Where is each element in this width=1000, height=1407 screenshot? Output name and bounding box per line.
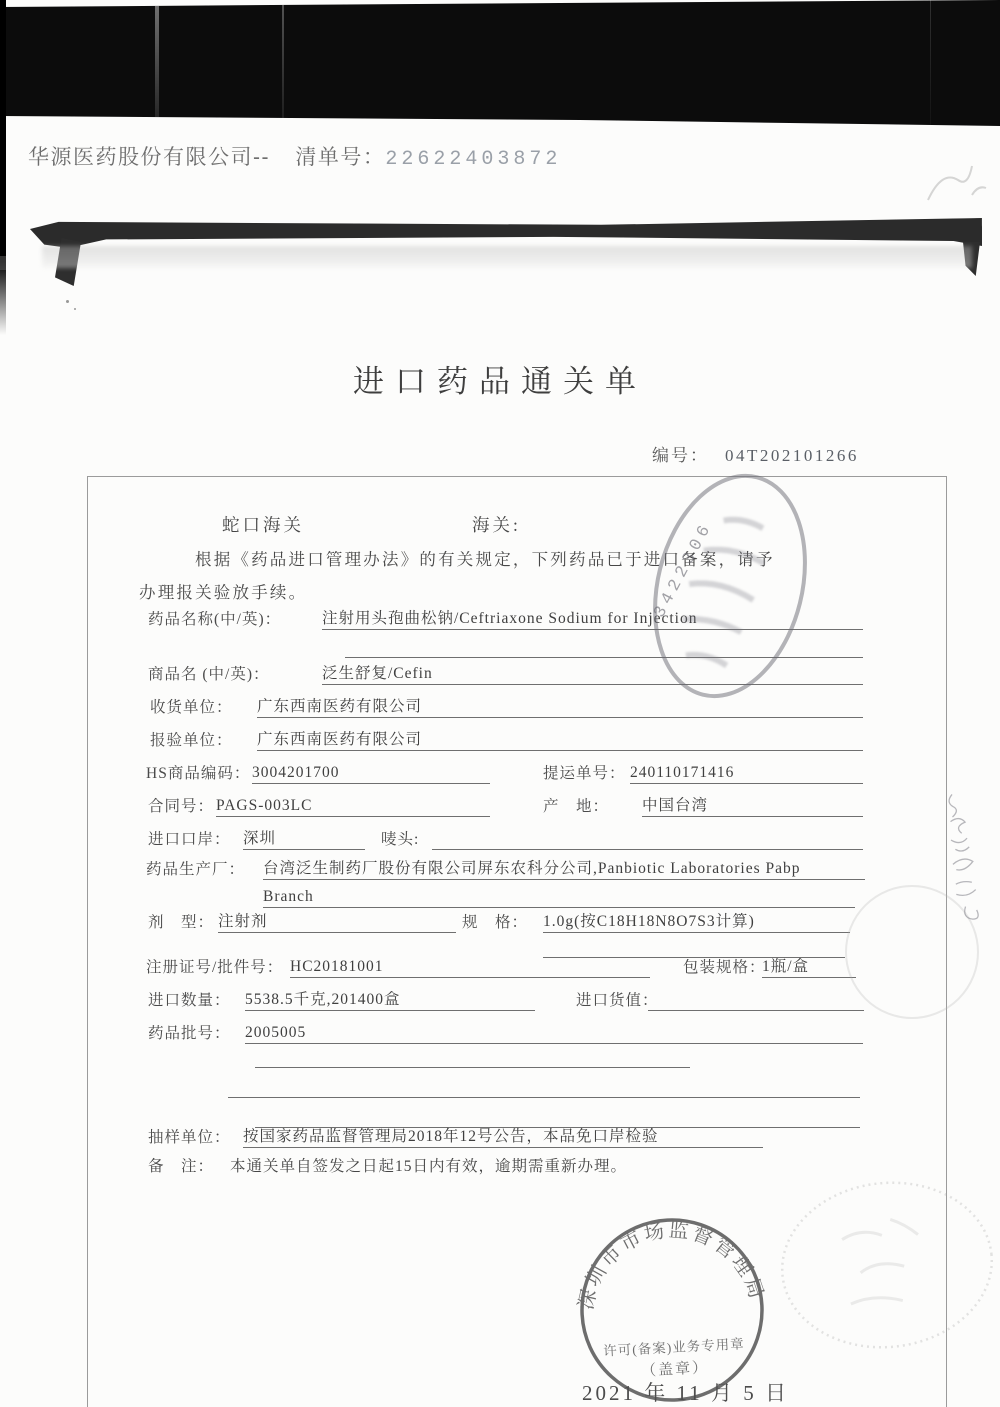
row-trade-name <box>0 663 1000 687</box>
doc-no-value: 04T202101266 <box>725 446 859 465</box>
field-label: 包装规格： <box>683 959 766 976</box>
field-value <box>432 828 863 850</box>
scan-speck <box>0 256 6 270</box>
field-value: 按国家药品监督管理局2018年12号公告，本品免口岸检验 <box>243 1126 763 1148</box>
field-value: 1瓶/盒 <box>762 956 856 978</box>
list-no-value: 22622403872 <box>385 148 562 171</box>
field-value: 1.0g(按C18H18N8O7S3计算) <box>543 911 850 933</box>
field-label: 进口货值： <box>576 992 659 1009</box>
intro-line-2: 办理报关验放手续。 <box>139 583 308 602</box>
field-label: 注册证号/批件号： <box>146 959 284 976</box>
field-label: 药品批号： <box>148 1025 231 1042</box>
stamp-ring-text: 深圳市市场监督管理局 <box>575 1219 768 1312</box>
field-value: 深圳 <box>243 828 365 850</box>
field-value: 本通关单自签发之日起15日内有效，逾期需重新办理。 <box>230 1158 628 1175</box>
row-hs-and-bill <box>0 762 1000 786</box>
scan-streak <box>155 0 159 126</box>
field-label: HS商品编码： <box>146 765 251 782</box>
scan-streak <box>282 0 284 126</box>
empty-rule-line <box>228 1076 860 1098</box>
field-value: 台湾泛生制药厂股份有限公司屏东农科分公司,Panbiotic Laboratories Pabp <box>263 858 865 880</box>
stamp-serial-number: 3422306 <box>650 518 718 622</box>
field-value: HC20181001 <box>290 956 650 978</box>
scan-speck <box>66 300 69 303</box>
paper-edge-shadow <box>30 218 982 248</box>
page-title: 进口药品通关单 <box>353 364 647 399</box>
field-value: PAGS-003LC <box>216 795 490 817</box>
customs-suffix: 海关: <box>472 515 521 535</box>
svg-text:深圳市市场监督管理局 <box>570 1213 768 1312</box>
empty-rule-line <box>255 1106 860 1128</box>
row-port-and-mark <box>0 828 1000 852</box>
field-value: 注射剂 <box>218 911 456 933</box>
field-value: 广东西南医药有限公司 <box>257 729 863 751</box>
customs-name: 蛇口海关 <box>222 515 304 535</box>
list-no-label: 清单号： <box>295 146 386 169</box>
issue-date: 2021 年 11 月 5 日 <box>582 1381 789 1405</box>
scan-streak <box>930 0 931 126</box>
field-value: 2005005 <box>245 1022 863 1044</box>
intro-line-1: 根据《药品进口管理办法》的有关规定，下列药品已于进口备案，请予 <box>195 550 775 569</box>
row-drug-name-cont <box>0 636 1000 660</box>
field-value: 中国台湾 <box>642 795 863 817</box>
field-label: 抽样单位： <box>148 1129 231 1146</box>
row-contract-and-origin <box>0 795 1000 819</box>
field-label: 合同号： <box>148 798 215 815</box>
row-batch-no <box>0 1022 1000 1046</box>
field-label: 提运单号： <box>543 765 626 782</box>
field-label: 规 格： <box>462 914 529 931</box>
stamp-line1: 许可(备案)业务专用章 <box>602 1336 746 1359</box>
row-drug-name <box>0 608 1000 632</box>
scan-header <box>28 141 561 171</box>
row-consignee <box>0 696 1000 720</box>
field-label: 剂 型： <box>148 914 215 931</box>
field-value: Branch <box>263 886 855 908</box>
row-manufacturer <box>0 858 1000 882</box>
field-value: 注射用头孢曲松钠/Ceftriaxone Sodium for Injection <box>322 608 863 630</box>
empty-rule-line <box>255 1046 690 1068</box>
field-value: 3004201700 <box>252 762 490 784</box>
field-label: 收货单位： <box>150 699 233 716</box>
field-label: 商品名 (中/英)： <box>148 666 270 683</box>
scan-black-band <box>0 0 1000 126</box>
stamp-illegible-text <box>672 512 773 669</box>
field-value <box>648 989 864 1011</box>
row-quantity-and-value <box>0 989 1000 1013</box>
paper-edge-smear <box>42 246 972 268</box>
stamp-line2: （盖章） <box>640 1360 710 1380</box>
doc-no-label: 编号： <box>652 446 709 465</box>
field-label: 备 注： <box>148 1158 215 1175</box>
handwriting-scribble <box>920 155 995 215</box>
field-label: 药品名称(中/英)： <box>148 611 282 628</box>
field-label: 药品生产厂： <box>146 861 246 878</box>
faint-oval-stamp-bottom-right <box>775 1175 1000 1360</box>
row-empty-2 <box>0 1076 1000 1100</box>
field-value: 240110171416 <box>630 762 863 784</box>
row-manufacturer-cont <box>0 886 1000 910</box>
field-value: 广东西南医药有限公司 <box>257 696 863 718</box>
scan-speck <box>74 308 76 310</box>
field-label: 报验单位： <box>150 732 233 749</box>
field-label: 唛头: <box>381 831 420 848</box>
field-label: 产 地： <box>543 798 610 815</box>
handwriting-vertical-scribble <box>940 785 995 950</box>
row-empty-1 <box>0 1046 1000 1070</box>
row-sampling-unit <box>0 1126 1000 1150</box>
company-name: 华源医药股份有限公司-- <box>28 146 270 169</box>
oval-company-stamp <box>630 462 830 712</box>
field-value: 泛生舒复/Cefin <box>322 663 863 685</box>
field-label: 进口口岸： <box>148 831 231 848</box>
scan-edge-strip <box>0 0 6 335</box>
field-label: 进口数量： <box>148 992 231 1009</box>
row-declaring-unit <box>0 729 1000 753</box>
field-value: 5538.5千克,201400盒 <box>245 989 535 1011</box>
